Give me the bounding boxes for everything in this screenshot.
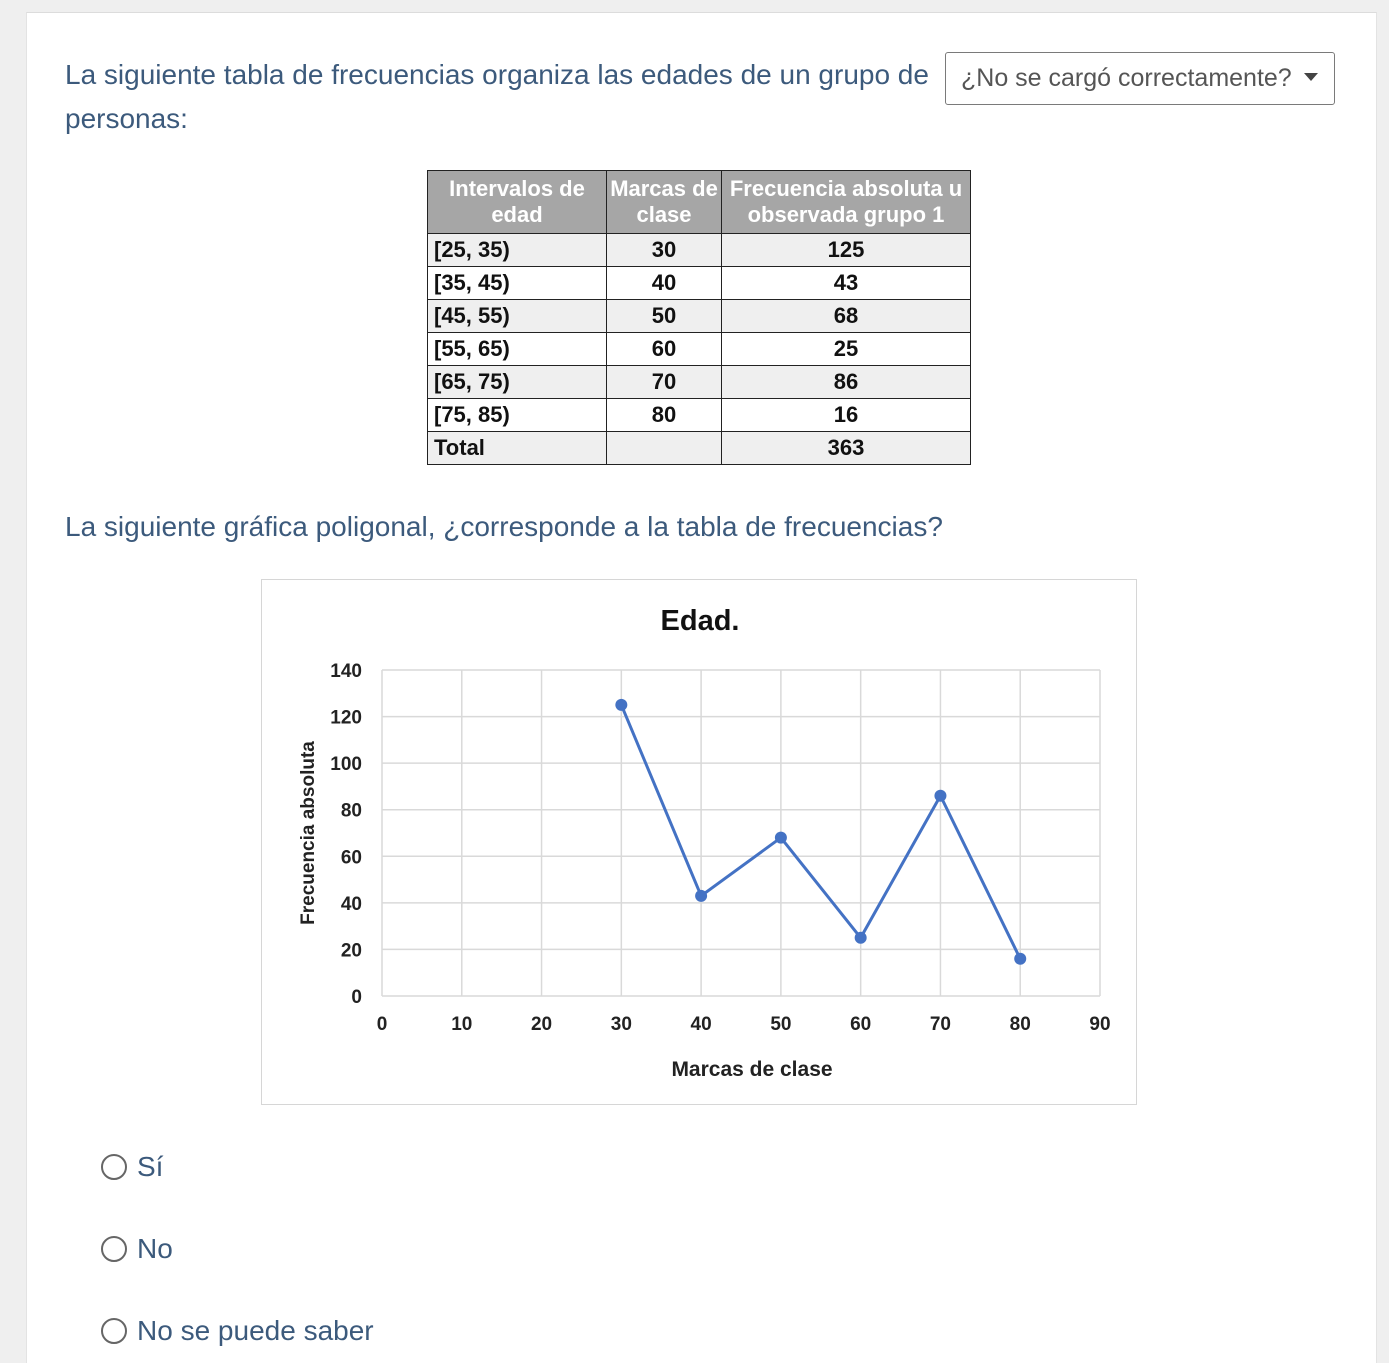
- table-row: [428, 399, 971, 432]
- table-cell: 70: [607, 366, 722, 399]
- polygon-chart: [262, 580, 1138, 1106]
- y-tick-label: 0: [351, 987, 362, 1008]
- table-cell: [25, 35): [428, 234, 607, 267]
- table-cell: 125: [722, 234, 971, 267]
- table-cell: [35, 45): [428, 267, 607, 300]
- table-row: [428, 366, 971, 399]
- y-tick-label: 140: [330, 661, 362, 682]
- option-label: No se puede saber: [137, 1315, 374, 1346]
- radio-circle-icon[interactable]: [101, 1154, 127, 1180]
- table-cell: 50: [607, 300, 722, 333]
- table-cell: [55, 65): [428, 333, 607, 366]
- y-tick-label: 80: [340, 800, 362, 822]
- table-cell: 86: [722, 366, 971, 399]
- table-cell: 60: [607, 333, 722, 366]
- series-line: [621, 705, 1020, 959]
- option-si[interactable]: [101, 1151, 163, 1183]
- table-row: [428, 234, 971, 267]
- x-tick-label: 0: [376, 1014, 388, 1035]
- caret-down-icon: [1304, 73, 1318, 81]
- question2-text: La siguiente gráfica poligonal, ¿corresponde a la tabla de frecuencias?: [65, 511, 943, 542]
- option-no-se-puede-saber[interactable]: [101, 1315, 374, 1347]
- data-point: [615, 699, 627, 711]
- data-point: [775, 832, 787, 844]
- header-marks: Marcas de clase: [607, 171, 722, 234]
- x-tick-label: 30: [610, 1014, 632, 1035]
- x-tick-label: 10: [451, 1014, 473, 1035]
- y-axis-label: Frecuencia absoluta: [298, 741, 319, 925]
- table-cell: [65, 75): [428, 366, 607, 399]
- chart-title: Edad.: [660, 605, 740, 637]
- table-cell: 43: [722, 267, 971, 300]
- table-cell: [607, 432, 722, 465]
- x-tick-label: 60: [850, 1014, 872, 1035]
- header-intervals: Intervalos de edad: [428, 171, 607, 234]
- table-cell: 68: [722, 300, 971, 333]
- option-no[interactable]: [101, 1233, 173, 1265]
- y-tick-label: 60: [340, 847, 362, 869]
- table-cell: 80: [607, 399, 722, 432]
- x-tick-label: 90: [1089, 1014, 1111, 1035]
- radio-circle-icon[interactable]: [101, 1318, 127, 1344]
- data-point: [695, 890, 707, 902]
- table-row: [428, 267, 971, 300]
- reload-dropdown[interactable]: [945, 52, 1335, 105]
- header-frequency: Frecuencia absoluta u observada grupo 1: [722, 171, 971, 234]
- table-cell: Total: [428, 432, 607, 465]
- y-tick-label: 120: [330, 707, 362, 729]
- chart-container: [261, 579, 1137, 1105]
- table-cell: 25: [722, 333, 971, 366]
- table-cell: 16: [722, 399, 971, 432]
- data-point: [855, 932, 867, 944]
- x-tick-label: 80: [1009, 1014, 1031, 1035]
- table-cell: 363: [722, 432, 971, 465]
- y-tick-label: 100: [330, 754, 362, 776]
- frequency-table: [427, 170, 971, 465]
- x-tick-label: 20: [530, 1014, 553, 1035]
- table-row: [428, 300, 971, 333]
- x-tick-label: 50: [770, 1014, 792, 1035]
- x-tick-label: 40: [690, 1014, 712, 1035]
- radio-circle-icon[interactable]: [101, 1236, 127, 1262]
- x-tick-label: 70: [929, 1014, 952, 1035]
- dropdown-label: ¿No se cargó correctamente?: [961, 64, 1292, 92]
- table-row: [428, 333, 971, 366]
- question-text: La siguiente tabla de frecuencias organiza las edades de un grupo de personas:: [65, 59, 929, 134]
- table-cell: [75, 85): [428, 399, 607, 432]
- data-point: [934, 790, 946, 802]
- table-cell: [45, 55): [428, 300, 607, 333]
- option-label: No: [137, 1233, 173, 1264]
- data-point: [1014, 953, 1026, 965]
- question-card: [26, 12, 1377, 1363]
- table-cell: 30: [607, 234, 722, 267]
- option-label: Sí: [137, 1151, 164, 1182]
- y-tick-label: 40: [340, 893, 362, 915]
- table-cell: 40: [607, 267, 722, 300]
- x-axis-label: Marcas de clase: [671, 1058, 833, 1081]
- y-tick-label: 20: [340, 940, 362, 962]
- table-total-row: [428, 432, 971, 465]
